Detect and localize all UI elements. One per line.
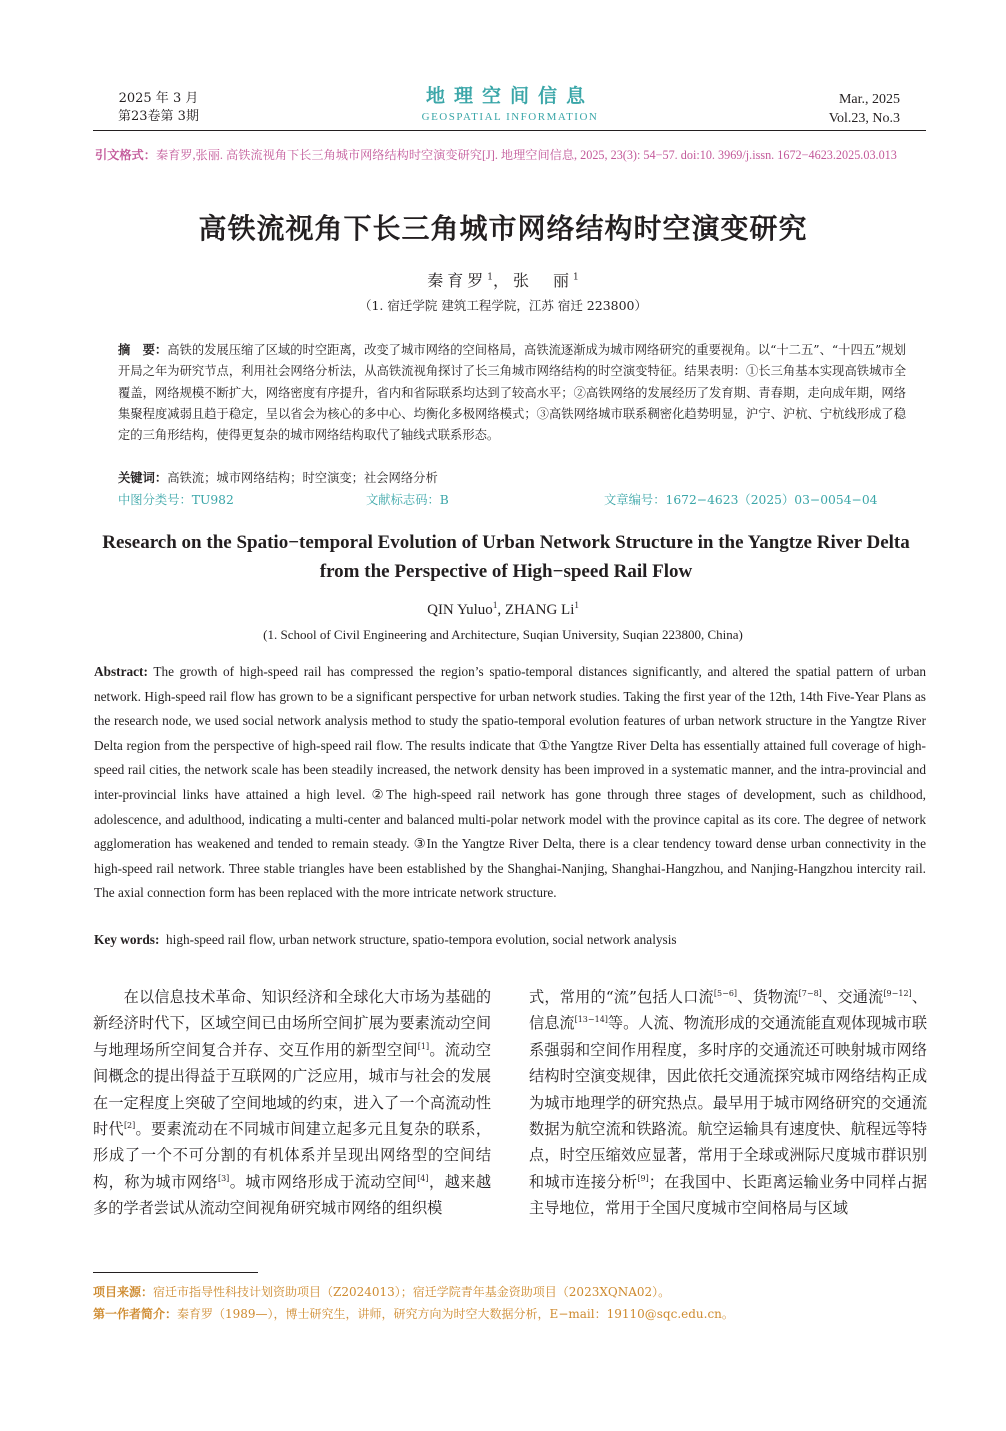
keywords-text-cn: 高铁流；城市网络结构；时空演变；社会网络分析 <box>167 471 438 485</box>
authors-en <box>0 600 1006 619</box>
body-column-right <box>529 984 927 1222</box>
citation-ref: [1] <box>417 1041 430 1051</box>
header-issue-cn <box>118 90 199 126</box>
first-author-text: 秦育罗（1989—），博士研究生，讲师，研究方向为时空大数据分析，E−mail：19110@sqc.edu.cn。 <box>177 1307 734 1321</box>
citation-ref: [5−6] <box>713 989 738 998</box>
citation-ref: [4] <box>417 1173 429 1183</box>
citation-ref: [2] <box>123 1121 136 1131</box>
paper-title-cn: 高铁流视角下长三角城市网络结构时空演变研究 <box>198 212 808 245</box>
journal-name-cn: 地理空间信息 <box>425 85 594 107</box>
article-number <box>604 491 877 509</box>
author-name: 秦育罗 <box>427 271 488 290</box>
footnote-divider <box>93 1272 258 1273</box>
body-text-run: 。城市网络形成于流动空间 <box>229 1172 418 1191</box>
body-text-run: 等。人流、物流形成的交通流能直观体现城市联系强弱和空间作用程度，多时序的交通流还可映射城市网络结构时空演变规律，因此依托交通流探究城市网络结构正成为城市地理学的研究热点。最早用于城市网络研究的交通流数据为航空流和铁路流。航空运输具有速度快、航程远等特点，时空压缩效应显著，常用于全球或洲际尺度城市群识别和城市连接分析 <box>529 1014 928 1191</box>
citation-ref: [3] <box>217 1173 230 1183</box>
keywords-en <box>94 930 926 950</box>
citation-ref: [13−14] <box>574 1015 608 1025</box>
citation-format <box>95 146 927 165</box>
first-author-label: 第一作者简介： <box>93 1307 178 1321</box>
author-affiliation-mark: 1 <box>492 600 498 610</box>
author-name: ZHANG Li <box>504 602 575 618</box>
abstract-label-cn: 摘 要： <box>118 343 168 357</box>
abstract-text-cn: 高铁的发展压缩了区域的时空距离，改变了城市网络的空间格局，高铁流逐渐成为城市网络研究的重要视角。以“十二五”、“十四五”规划开局之年为研究节点，利用社会网络分析法，从高铁流视角探讨了长三角城市网络结构的时空演变特征。结果表明：①长三角基本实现高铁城市全覆盖，网络规模不断扩大，网络密度有序提升，省内和省际联系均达到了较高水平；②高铁网络的发展经历了发育期、青春期，走向成年期，网络集聚程度减弱且趋于稳定，呈以省会为核心的多中心、均衡化多极网络模式；③高铁网络城市联系稠密化趋势明显，沪宁、沪杭、宁杭线形成了稳定的三角形结构，使得更复杂的城市网络结构取代了轴线式联系形态。 <box>118 343 906 443</box>
journal-masthead <box>400 85 620 125</box>
abstract-label-en: Abstract: <box>94 664 148 679</box>
author-name: 张 丽 <box>513 271 574 290</box>
citation-ref: [9−12] <box>883 989 912 998</box>
header-issue-en <box>829 90 900 128</box>
clc-number <box>118 491 234 509</box>
header-date-en: Mar., 2025 <box>838 92 900 107</box>
authors-cn <box>0 268 1006 291</box>
funding-label: 项目来源： <box>93 1285 154 1299</box>
header-volume-en: Vol.23, No.3 <box>828 111 900 126</box>
funding-note <box>93 1283 926 1301</box>
citation-ref: [7−8] <box>798 989 822 998</box>
body-text-run: 式，常用的“流”包括人口流 <box>529 988 714 1006</box>
keywords-text-en: high-speed rail flow, urban network structure, spatio-tempora evolution, social network analysis <box>166 932 677 947</box>
journal-name-en: GEOSPATIAL INFORMATION <box>421 111 599 123</box>
header-divider <box>93 130 926 131</box>
article-number-label: 文章编号： <box>604 493 666 507</box>
author-separator: , <box>497 602 505 618</box>
body-text-run: 在以信息技术革命、知识经济和全球化大市场为基础的新经济时代下，区域空间已由场所空间扩展为要素流动空间与地理场所空间复合并存、交互作用的新型空间 <box>93 988 491 1059</box>
affiliation-en: (1. School of Civil Engineering and Architecture, Suqian University, Suqian 223800, China) <box>263 627 743 642</box>
author-affiliation-mark: 1 <box>487 272 493 283</box>
body-column-left <box>93 984 491 1222</box>
body-text-run: 。流动空间概念的提出得益于互联网的广泛应用，城市与社会的发展在一定程度上突破了空间地域的约束，进入了一个高流动性时代 <box>93 1040 492 1139</box>
first-author-note <box>93 1305 926 1323</box>
author-name: QIN Yuluo <box>427 602 493 618</box>
abstract-text-en: The growth of high-speed rail has compressed the region’s spatio-temporal distances significantly, and altered the spatial pattern of urban network. High-speed rail flow has grown to be a significant perspective for urban network studies. Taking the first year of the 12th, 14th Five-Year Plans as the research node, we used social network analysis method to study the spatio-temporal evolution features of urban network structure in the Yangtze River Delta region from the perspective of high-speed rail flow. The results indicate that ①the Yangtze River Delta has essentially attained full coverage of high-speed rail cities, the network scale has been steadily increased, the network density has been improved in a systematic manner, and the intra-provincial and inter-provincial links have attained a high level. ②The high-speed rail network has gone through three stages of development, such as childhood, adolescence, and adulthood, indicating a multi-center and balanced multi-polar network model with the province capital as its core. The degree of network agglomeration has weakened and tended to remain steady. ③In the Yangtze River Delta, there is a clear tendency toward dense urban connectivity in the high-speed rail network. Three stable triangles have been established by the Shanghai-Nanjing, Shanghai-Hangzhou, and Nanjing-Hangzhou intercity rail. The axial connection form has been replaced with the more intricate network structure. <box>94 664 926 901</box>
body-text-run: 、货物流 <box>737 988 799 1006</box>
author-affiliation-mark: 1 <box>574 600 579 610</box>
keywords-cn <box>118 469 906 487</box>
document-code <box>366 491 449 509</box>
author-separator: ， <box>492 271 513 290</box>
citation-label: 引文格式： <box>95 148 156 162</box>
abstract-en <box>94 660 926 906</box>
funding-text: 宿迁市指导性科技计划资助项目（Z2024013）；宿迁学院青年基金资助项目（2023XQNA02）。 <box>153 1285 671 1299</box>
citation-ref: [9] <box>637 1173 649 1183</box>
paper-title-en: Research on the Spatio−temporal Evolution of Urban Network Structure in the Yangtze River Delta from the Perspective of High−speed Rail Flow <box>102 532 910 582</box>
clc-value: TU982 <box>191 493 234 507</box>
header-volume-cn: 第23卷第 3期 <box>118 109 199 124</box>
body-text-run: 、交通流 <box>821 988 884 1006</box>
affiliation-cn: （1. 宿迁学院 建筑工程学院，江苏 宿迁 223800） <box>358 298 648 313</box>
body-text-run: 、信息流 <box>529 988 928 1033</box>
citation-text: 秦育罗,张丽. 高铁流视角下长三角城市网络结构时空演变研究[J]. 地理空间信息, 2025, 23(3): 54−57. doi:10. 3969/j.issn. 1672−4623.2025.03.013 <box>155 148 897 162</box>
document-code-label: 文献标志码： <box>366 493 440 507</box>
abstract-cn <box>118 340 906 446</box>
author-affiliation-mark: 1 <box>573 272 579 283</box>
body-text-run: 。要素流动在不同城市间建立起多元且复杂的联系，形成了一个不可分割的有机体系并呈现出网络型的空间结构，称为城市网络 <box>93 1120 492 1191</box>
article-number-value: 1672−4623（2025）03−0054−04 <box>665 493 878 507</box>
document-code-value: B <box>439 493 449 507</box>
body-text-run: ，越来越多的学者尝试从流动空间视角研究城市网络的组织模 <box>93 1172 492 1218</box>
header-date-cn: 2025 年 3 月 <box>118 91 199 106</box>
keywords-label-cn: 关键词： <box>118 471 168 485</box>
keywords-label-en: Key words: <box>94 932 160 947</box>
clc-label: 中图分类号： <box>118 493 192 507</box>
body-text-run: ；在我国中、长距离运输业务中同样占据主导地位，常用于全国尺度城市空间格局与区域 <box>529 1172 928 1218</box>
